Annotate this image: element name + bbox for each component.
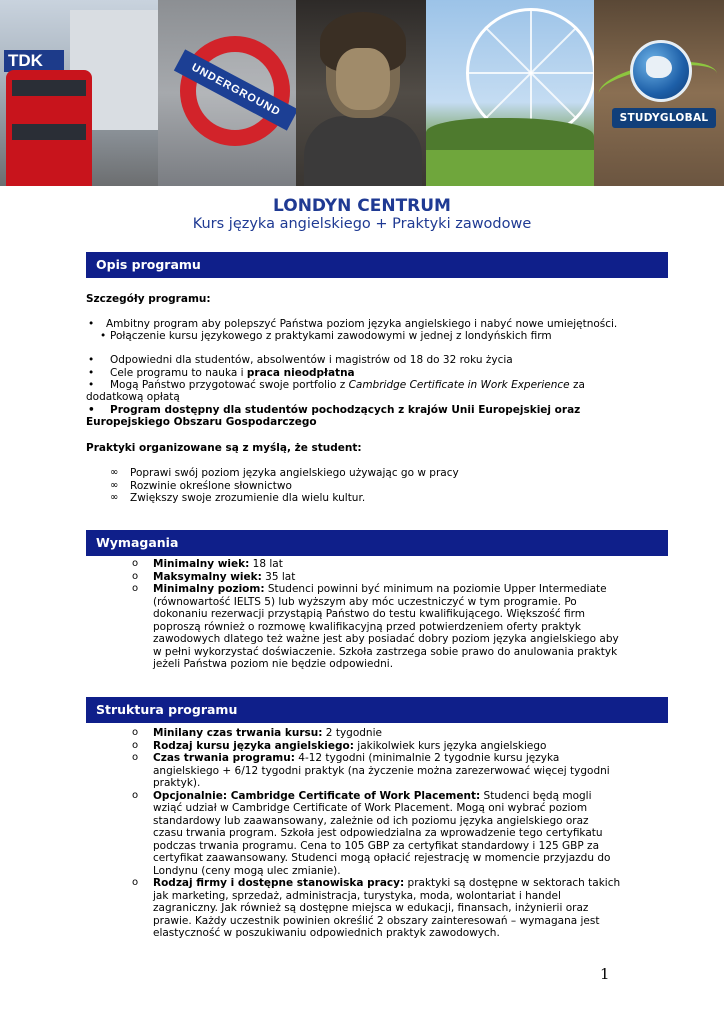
circle-bullet-icon: o	[132, 790, 139, 801]
infinity-bullet-icon: ∞	[110, 467, 119, 478]
banner-photo-underground	[158, 0, 296, 186]
circle-bullet-icon: o	[132, 740, 139, 751]
bullet-icon: •	[88, 379, 95, 391]
banner-photo-bus	[0, 0, 158, 186]
item-continued: certyfikat zaawansowany. Studenci mogą opłacić rejestrację w momencie przyjazdu do	[153, 852, 611, 864]
list-item	[153, 727, 382, 740]
item-continued: w pełni wykorzystać doświaczenie. Szkoła zastrzega sobie prawo do anulowania praktyk	[153, 646, 618, 658]
list-item: Połączenie kursu językowego z praktykami zawodowymi w jednej z londyńskich firm	[110, 330, 552, 342]
list-item	[153, 583, 607, 596]
circle-bullet-icon: o	[132, 752, 139, 763]
circle-bullet-icon: o	[132, 727, 139, 738]
item-value: 18 lat	[249, 558, 283, 570]
banner-photo-london-eye	[426, 0, 594, 186]
item-label: Opcjonalnie: Cambridge Certificate of Work Placement:	[153, 790, 481, 802]
item-label: Maksymalny wiek:	[153, 571, 262, 583]
list-item: Odpowiedni dla studentów, absolwentów i magistrów od 18 do 32 roku życia	[110, 354, 513, 366]
item-value: 4-12 tygodni (minimalnie 2 tygodnie kursu języka	[294, 752, 560, 764]
circle-bullet-icon: o	[132, 571, 139, 582]
banner-photo-statue	[296, 0, 426, 186]
circle-bullet-icon: o	[132, 583, 139, 594]
list-item: Ambitny program aby polepszyć Państwa poziom języka angielskiego i nabyć nowe umiejętności.	[106, 318, 618, 330]
infinity-bullet-icon: ∞	[110, 492, 119, 503]
item-continued: Londynu (ceny mogą ulec zmianie).	[153, 865, 341, 877]
item-continued: standardowy lub zaawansowany, zależnie od ich poziomu języka angielskiego oraz	[153, 815, 589, 827]
bullet-icon: •	[88, 367, 95, 379]
item-label: Minilany czas trwania kursu:	[153, 727, 323, 739]
page-number: 1	[600, 965, 610, 983]
list-item: Rozwinie określone słownictwo	[130, 480, 292, 492]
list-item-emphasis: praca nieodpłatna	[246, 367, 355, 379]
item-label: Czas trwania programu:	[153, 752, 295, 764]
item-continued: prawie. Każdy uczestnik powinien określić 2 obszary zainteresowań – wymagana jest	[153, 915, 600, 927]
item-continued: zagraniczny. Jak również są dostępne miejsca w edukacji, finansach, inżynierii oraz	[153, 902, 589, 914]
circle-bullet-icon: o	[132, 558, 139, 569]
circle-bullet-icon: o	[132, 877, 139, 888]
list-item: Poprawi swój poziom języka angielskiego używając go w pracy	[130, 467, 459, 479]
item-continued: zawodowych dlatego też ważne jest aby posiadać dobry poziom języka angielskiego aby	[153, 633, 619, 645]
list-item	[153, 752, 559, 765]
bullet-icon: •	[100, 330, 107, 342]
list-item	[153, 877, 620, 890]
infinity-bullet-icon: ∞	[110, 480, 119, 491]
page-title: LONDYN CENTRUM	[273, 196, 451, 216]
item-continued: praktyk).	[153, 777, 201, 789]
bus-ad-sign: TDK	[4, 50, 64, 72]
item-label: Rodzaj kursu języka angielskiego:	[153, 740, 354, 752]
item-continued: podczas trwania programu. Cena to 105 GBP za certyfikat standardowy i 125 GBP za	[153, 840, 600, 852]
item-label: Rodzaj firmy i dostępne stanowiska pracy:	[153, 877, 405, 889]
red-bus	[6, 70, 92, 186]
bullet-icon: •	[88, 318, 95, 330]
item-label: Minimalny wiek:	[153, 558, 250, 570]
list-item	[110, 379, 585, 392]
list-item-italic: Cambridge Certificate in Work Experience	[348, 379, 570, 391]
list-item: Zwiększy swoje zrozumienie dla wielu kultur.	[130, 492, 366, 504]
section-header-struktura: Struktura programu	[86, 697, 668, 723]
bullet-icon: •	[88, 404, 95, 416]
list-item	[153, 558, 283, 571]
logo-text: STUDYGLOBAL	[612, 108, 716, 128]
list-item: Program dostępny dla studentów pochodzących z krajów Unii Europejskiej oraz	[110, 404, 581, 416]
item-continued: angielskiego + 6/12 tygodni praktyk (na życzenie można zarezerwować więcej tygodni	[153, 765, 610, 777]
item-continued: jak marketing, sprzedaż, administracja, turystyka, moda, wolontariat i handel	[153, 890, 561, 902]
studyglobal-logo	[612, 34, 716, 130]
details-label: Szczegóły programu:	[86, 293, 211, 305]
item-continued: czasu trwania program. Szkoła jest odpowiedzialna za wprowadzenie tego certyfikatu	[153, 827, 603, 839]
item-label: Minimalny poziom:	[153, 583, 265, 595]
list-item-continued: Europejskiego Obszaru Gospodarczego	[86, 416, 317, 428]
list-item-continued: dodatkową opłatą	[86, 391, 180, 403]
item-value: praktyki są dostępne w sektorach takich	[404, 877, 621, 889]
list-item	[153, 571, 295, 584]
item-continued: (równowartość IELTS 5) lub wyższym aby móc uczestniczyć w tym programie. Po	[153, 596, 577, 608]
page-subtitle: Kurs języka angielskiego + Praktyki zawodowe	[192, 216, 532, 232]
item-value: Studenci będą mogli	[480, 790, 592, 802]
item-value: 35 lat	[261, 571, 296, 583]
item-continued: jeżeli Państwa poziom nie będzie odpowiedni.	[153, 658, 394, 670]
practice-label: Praktyki organizowane są z myślą, że student:	[86, 442, 362, 454]
list-item-text: Cele programu to nauka i	[110, 367, 247, 379]
section-header-opis: Opis programu	[86, 252, 668, 278]
item-continued: elastyczność w poszukiwaniu odpowiednich praktyk zawodowych.	[153, 927, 500, 939]
list-item	[153, 740, 546, 753]
underground-sign: UNDERGROUND	[174, 49, 296, 130]
bullet-icon: •	[88, 354, 95, 366]
item-value: Studenci powinni być minimum na poziomie Upper Intermediate	[264, 583, 607, 595]
list-item-text: za	[569, 379, 585, 391]
list-item	[153, 790, 592, 803]
item-continued: wziąć udział w Cambridge Certificate of Work Placement. Mogą oni wybrać poziom	[153, 802, 588, 814]
item-value: jakikolwiek kurs języka angielskiego	[353, 740, 547, 752]
item-value: 2 tygodnie	[322, 727, 382, 739]
list-item-text: Mogą Państwo przygotować swoje portfolio z	[110, 379, 349, 391]
list-item	[110, 367, 355, 380]
item-continued: poproszą również o rozmowę kwalifikacyjną przed potwierdzeniem oferty praktyk	[153, 621, 581, 633]
section-header-wymagania: Wymagania	[86, 530, 668, 556]
item-continued: dokonaniu rezerwacji przystąpią Państwo do testu kwalifikującego. Większość firm	[153, 608, 585, 620]
